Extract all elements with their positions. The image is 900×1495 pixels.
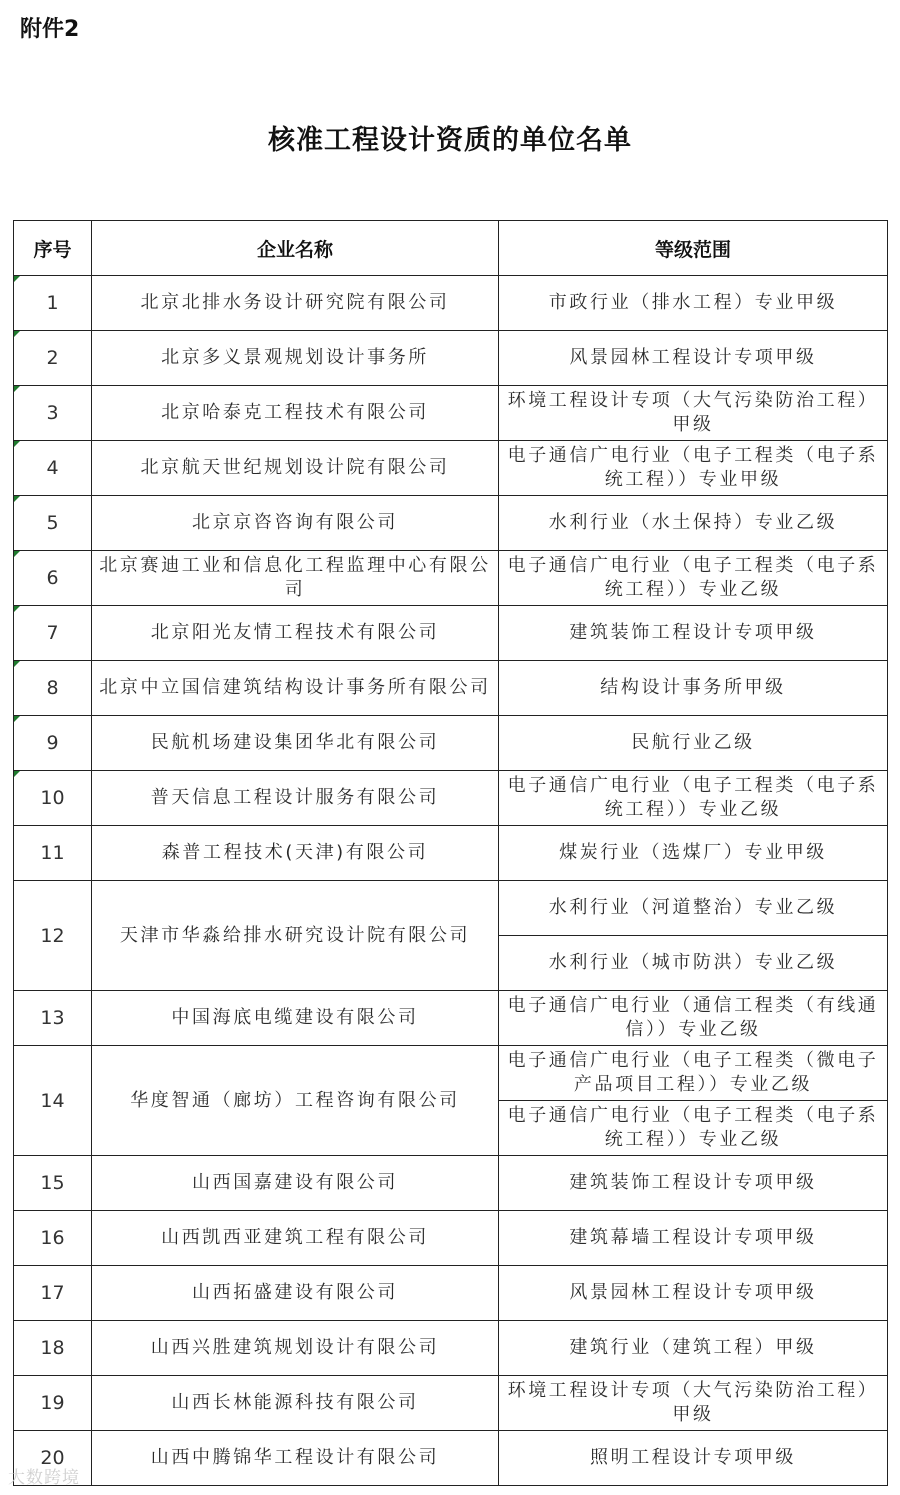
row-number (14, 386, 92, 441)
cell-marker-icon (14, 551, 20, 557)
row-number-text: 13 (40, 1007, 65, 1029)
company-name: 天津市华淼给排水研究设计院有限公司 (92, 881, 499, 991)
table-row (14, 551, 888, 606)
row-number (14, 606, 92, 661)
qualification-scope: 水利行业（河道整治）专业乙级 (499, 881, 888, 936)
company-name: 森普工程技术(天津)有限公司 (92, 826, 499, 881)
qualification-scope: 风景园林工程设计专项甲级 (499, 1266, 888, 1321)
row-number (14, 1156, 92, 1211)
table-row (14, 716, 888, 771)
row-number (14, 716, 92, 771)
row-number-text: 11 (40, 842, 65, 864)
document-title: 核准工程设计资质的单位名单 (268, 125, 632, 156)
company-name: 山西凯西亚建筑工程有限公司 (92, 1211, 499, 1266)
company-name: 山西国嘉建设有限公司 (92, 1156, 499, 1211)
qualification-scope: 水利行业（城市防洪）专业乙级 (499, 936, 888, 991)
table-row (14, 441, 888, 496)
row-number (14, 276, 92, 331)
row-number-text: 3 (46, 402, 59, 424)
column-header-number: 序号 (14, 221, 92, 276)
cell-marker-icon (14, 606, 20, 612)
row-number (14, 771, 92, 826)
qualification-scope: 环境工程设计专项（大气污染防治工程）甲级 (499, 1376, 888, 1431)
row-number-text: 2 (46, 347, 59, 369)
table-row (14, 1321, 888, 1376)
company-name: 山西中腾锦华工程设计有限公司 (92, 1431, 499, 1486)
row-number (14, 1211, 92, 1266)
row-number-text: 6 (46, 567, 59, 589)
row-number-text: 8 (46, 677, 59, 699)
table-row (14, 1156, 888, 1211)
table-row (14, 661, 888, 716)
company-name: 山西兴胜建筑规划设计有限公司 (92, 1321, 499, 1376)
cell-marker-icon (14, 331, 20, 337)
row-number (14, 881, 92, 991)
company-name: 北京北排水务设计研究院有限公司 (92, 276, 499, 331)
qualification-scope: 建筑幕墙工程设计专项甲级 (499, 1211, 888, 1266)
table-header-row (14, 221, 888, 276)
row-number-text: 15 (40, 1172, 65, 1194)
qualification-scope: 民航行业乙级 (499, 716, 888, 771)
company-name: 北京中立国信建筑结构设计事务所有限公司 (92, 661, 499, 716)
cell-marker-icon (14, 661, 20, 667)
attachment-label: 附件2 (20, 17, 80, 42)
row-number-text: 17 (40, 1282, 65, 1304)
qualification-scope: 水利行业（水土保持）专业乙级 (499, 496, 888, 551)
cell-marker-icon (14, 496, 20, 502)
company-name: 北京多义景观规划设计事务所 (92, 331, 499, 386)
company-name: 普天信息工程设计服务有限公司 (92, 771, 499, 826)
qualification-scope: 电子通信广电行业（电子工程类（电子系统工程））专业乙级 (499, 551, 888, 606)
row-number-text: 1 (46, 292, 59, 314)
qualification-scope: 电子通信广电行业（电子工程类（电子系统工程））专业乙级 (499, 771, 888, 826)
row-number (14, 1266, 92, 1321)
row-number-text: 18 (40, 1337, 65, 1359)
column-header-scope: 等级范围 (499, 221, 888, 276)
qualification-scope: 电子通信广电行业（电子工程类（电子系统工程））专业甲级 (499, 441, 888, 496)
company-name: 北京阳光友情工程技术有限公司 (92, 606, 499, 661)
row-number-text: 20 (40, 1447, 65, 1469)
row-number-text: 5 (46, 512, 59, 534)
company-name: 华度智通（廊坊）工程咨询有限公司 (92, 1046, 499, 1156)
qualification-table (13, 220, 888, 1486)
row-number-text: 9 (46, 732, 59, 754)
table-row (14, 276, 888, 331)
company-name: 北京赛迪工业和信息化工程监理中心有限公司 (92, 551, 499, 606)
table-row (14, 1266, 888, 1321)
qualification-scope: 风景园林工程设计专项甲级 (499, 331, 888, 386)
table-row (14, 496, 888, 551)
row-number (14, 551, 92, 606)
qualification-scope: 电子通信广电行业（电子工程类（微电子产品项目工程））专业乙级 (499, 1046, 888, 1101)
row-number-text: 10 (40, 787, 65, 809)
row-number-text: 19 (40, 1392, 65, 1414)
table-row (14, 331, 888, 386)
qualification-scope: 电子通信广电行业（电子工程类（电子系统工程））专业乙级 (499, 1101, 888, 1156)
table-row (14, 826, 888, 881)
row-number (14, 661, 92, 716)
column-header-company: 企业名称 (92, 221, 499, 276)
watermark: 大数跨境 (8, 1468, 80, 1488)
table-row (14, 386, 888, 441)
row-number (14, 991, 92, 1046)
table-row (14, 1211, 888, 1266)
table-row (14, 881, 888, 936)
row-number-text: 7 (46, 622, 59, 644)
table-row (14, 991, 888, 1046)
qualification-scope: 照明工程设计专项甲级 (499, 1431, 888, 1486)
table-row (14, 771, 888, 826)
row-number (14, 1046, 92, 1156)
qualification-scope: 建筑装饰工程设计专项甲级 (499, 1156, 888, 1211)
qualification-scope: 建筑行业（建筑工程）甲级 (499, 1321, 888, 1376)
cell-marker-icon (14, 441, 20, 447)
company-name: 北京哈泰克工程技术有限公司 (92, 386, 499, 441)
row-number-text: 4 (46, 457, 59, 479)
company-name: 北京京咨咨询有限公司 (92, 496, 499, 551)
table-row (14, 1046, 888, 1101)
cell-marker-icon (14, 771, 20, 777)
row-number (14, 1376, 92, 1431)
table-body (14, 276, 888, 1486)
cell-marker-icon (14, 386, 20, 392)
qualification-scope: 电子通信广电行业（通信工程类（有线通信））专业乙级 (499, 991, 888, 1046)
row-number (14, 331, 92, 386)
company-name: 山西长林能源科技有限公司 (92, 1376, 499, 1431)
company-name: 北京航天世纪规划设计院有限公司 (92, 441, 499, 496)
qualification-scope: 煤炭行业（选煤厂）专业甲级 (499, 826, 888, 881)
row-number (14, 441, 92, 496)
table-row (14, 1431, 888, 1486)
qualification-scope: 环境工程设计专项（大气污染防治工程）甲级 (499, 386, 888, 441)
row-number (14, 496, 92, 551)
row-number-text: 16 (40, 1227, 65, 1249)
company-name: 民航机场建设集团华北有限公司 (92, 716, 499, 771)
qualification-scope: 市政行业（排水工程）专业甲级 (499, 276, 888, 331)
table-row (14, 606, 888, 661)
row-number (14, 1321, 92, 1376)
company-name: 中国海底电缆建设有限公司 (92, 991, 499, 1046)
cell-marker-icon (14, 716, 20, 722)
qualification-scope: 建筑装饰工程设计专项甲级 (499, 606, 888, 661)
qualification-scope: 结构设计事务所甲级 (499, 661, 888, 716)
row-number-text: 12 (40, 924, 65, 947)
company-name: 山西拓盛建设有限公司 (92, 1266, 499, 1321)
table-row (14, 1376, 888, 1431)
row-number-text: 14 (40, 1089, 65, 1112)
row-number (14, 826, 92, 881)
cell-marker-icon (14, 276, 20, 282)
